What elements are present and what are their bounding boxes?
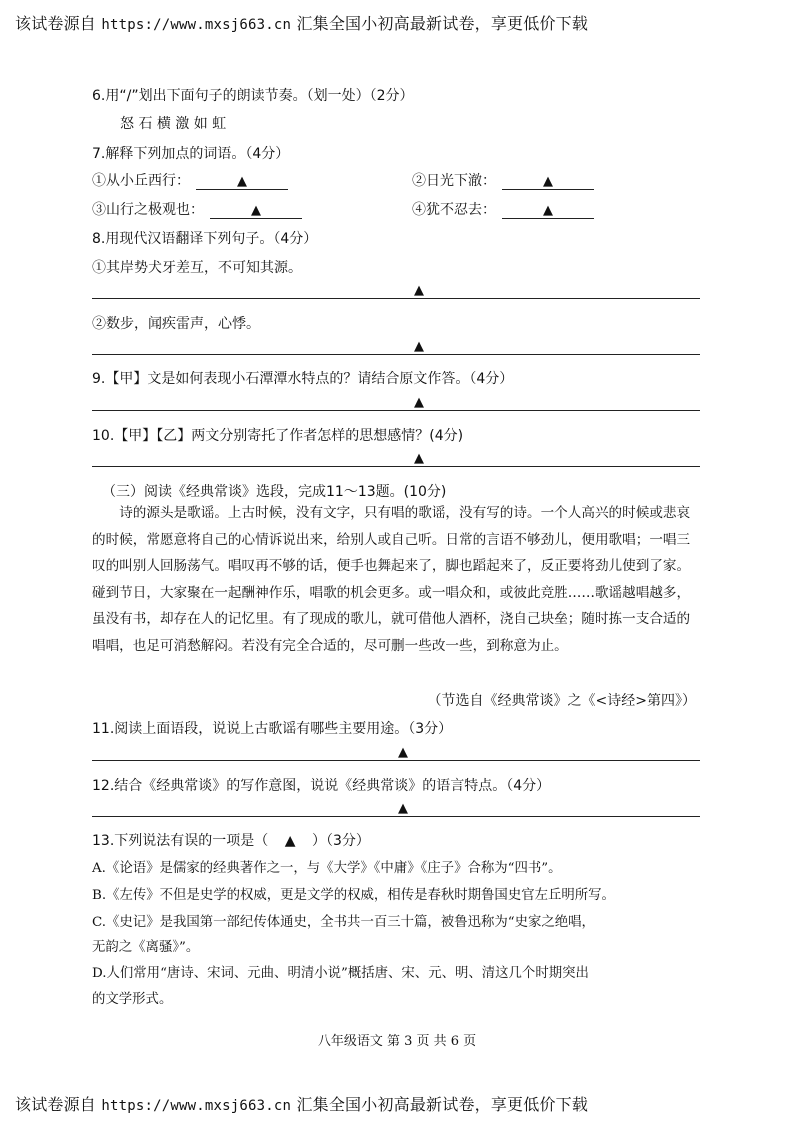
banner-url[interactable]: https://www.mxsj663.cn [101,1098,292,1114]
answer-mark[interactable]: ▲ [284,833,296,849]
top-banner [15,11,588,34]
answer-line[interactable] [92,466,700,467]
q8-sentence-2: ②数步，闻疾雷声，心悸。 [92,316,260,332]
q13-option-d-cont: 的文学形式。 [92,992,173,1007]
answer-mark: ▲ [414,339,424,354]
section3-title: （三）阅读《经典常谈》选段，完成11～13题。(10分) [102,484,447,500]
banner-label: 该试卷源自 [15,14,97,33]
q6-title: 6.用“/”划出下面句子的朗读节奏。（划一处）（2分） [92,88,414,104]
q8-sentence-1: ①其岸势犬牙差互，不可知其源。 [92,260,302,276]
q13-option-c: C.《史记》是我国第一部纪传体通史，全书共一百三十篇，被鲁迅称为“史家之绝唱， [92,915,595,930]
banner-tail: 汇集全国小初高最新试卷，享更低价下载 [296,14,589,33]
answer-mark: ▲ [398,801,408,816]
q11-title: 11.阅读上面语段，说说上古歌谣有哪些主要用途。（3分） [92,721,453,737]
answer-mark: ▲ [398,745,408,760]
q12-title: 12.结合《经典常谈》的写作意图，说说《经典常谈》的语言特点。（4分） [92,778,551,794]
answer-blank[interactable]: ▲ [502,203,594,219]
answer-blank[interactable]: ▲ [210,203,302,219]
passage-paragraph: 诗的源头是歌谣。上古时候，没有文字，只有唱的歌谣，没有写的诗。一个人高兴的时候或悲哀的时候，常愿意将自己的心情诉说出来，给别人或自己听。日常的言语不够劲儿，便用歌唱；一唱三叹的叫别人回肠荡气。唱叹再不够的话，便手也舞起来了，脚也蹈起来了，反正要将劲儿使到了家。碰到节日，大家聚在一起酬神作乐，唱歌的机会更多。或一唱众和，或彼此竞胜……歌谣越唱越多，虽没有书，却存在人的记忆里。有了现成的歌儿，就可借他人酒杯，浇自己块垒；随时拣一支合适的唱唱，也足可消愁解闷。若没有完全合适的，尽可删一些改一些，到称意为止。 [92,505,691,654]
banner-tail: 汇集全国小初高最新试卷，享更低价下载 [296,1095,589,1114]
answer-line[interactable] [92,354,700,355]
banner-label: 该试卷源自 [15,1095,97,1114]
answer-blank[interactable]: ▲ [196,174,288,190]
q7-item-4: ④犹不忍去： ▲ [412,199,594,219]
passage-source: （节选自《经典常谈》之《<诗经>第四》） [427,693,696,709]
q13-option-d: D.人们常用“唐诗、宋词、元曲、明清小说”概括唐、宋、元、明、清这几个时期突出 [92,966,589,981]
q13-option-b: B.《左传》不但是史学的权威，更是文学的权威，相传是春秋时期鲁国史官左丘明所写。 [92,888,615,903]
answer-line[interactable] [92,298,700,299]
q7-item-3: ③山行之极观也： ▲ [92,199,302,219]
banner-url[interactable]: https://www.mxsj663.cn [101,17,292,33]
page-footer: 八年级语文 第 3 页 共 6 页 [317,1034,477,1049]
q7-item-2: ②日光下澈： ▲ [412,170,594,190]
q7-item-1: ①从小丘西行： ▲ [92,170,288,190]
q10-title: 10.【甲】【乙】两文分别寄托了作者怎样的思想感情？(4分) [92,428,464,444]
q9-title: 9.【甲】文是如何表现小石潭潭水特点的？请结合原文作答。（4分） [92,371,514,387]
answer-line[interactable] [92,410,700,411]
answer-mark: ▲ [414,451,424,466]
q13-option-c-cont: 无韵之《离骚》”。 [92,940,200,955]
answer-mark: ▲ [414,395,424,410]
bottom-banner [15,1092,588,1115]
q7-title: 7.解释下列加点的词语。（4分） [92,146,290,162]
q13-title: 13.下列说法有误的一项是（ ▲ ）（3分） [92,833,370,849]
q6-sentence: 怒 石 横 激 如 虹 [120,116,227,132]
answer-line[interactable] [92,760,700,761]
answer-blank[interactable]: ▲ [502,174,594,190]
passage [92,500,700,659]
q13-option-a: A.《论语》是儒家的经典著作之一，与《大学》《中庸》《庄子》合称为“四书”。 [92,861,562,876]
q8-title: 8.用现代汉语翻译下列句子。（4分） [92,231,318,247]
answer-mark: ▲ [414,283,424,298]
answer-line[interactable] [92,816,700,817]
